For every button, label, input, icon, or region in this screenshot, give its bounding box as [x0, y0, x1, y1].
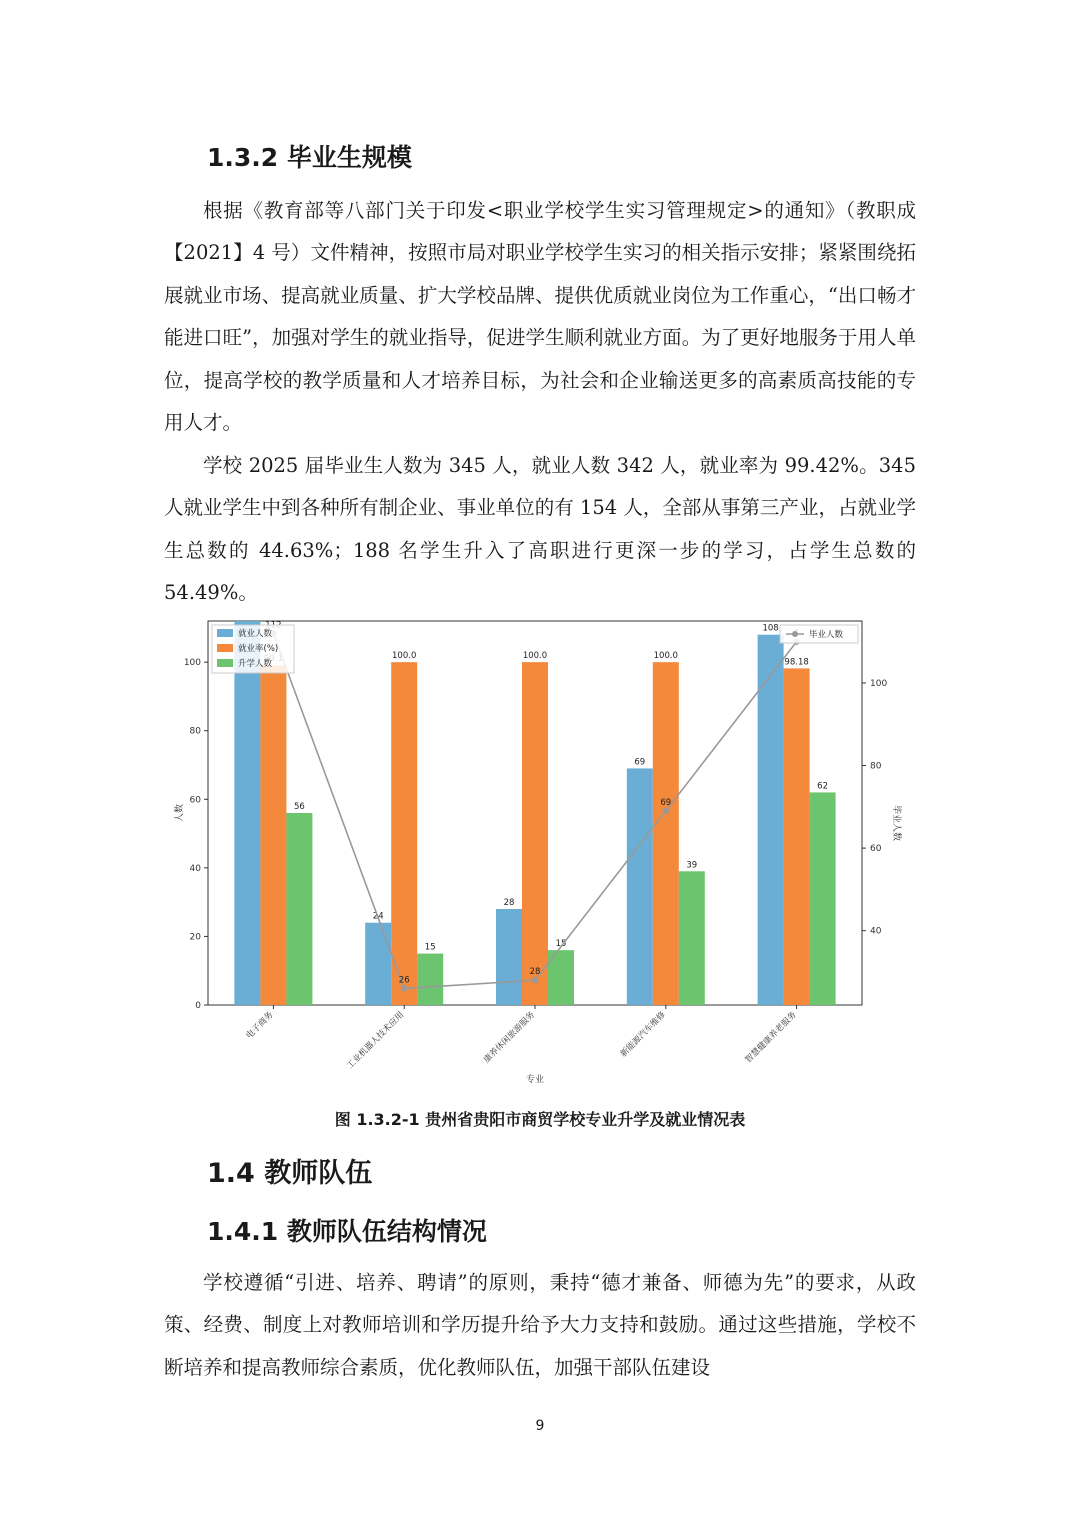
paragraph-teacher-team: 学校遵循“引进、培养、聘请”的原则，秉持“德才兼备、师德为先”的要求，从政策、经费、制度上对教师培训和学历提升给予大力支持和鼓励。通过这些措施，学校不断培养和提高教师综合素质，优化教师队伍，加强干部队伍建设: [164, 1271, 916, 1379]
legend-label: 就业率(%): [238, 644, 279, 654]
y-tick-label: 40: [189, 863, 201, 874]
legend-label: 升学人数: [238, 659, 273, 669]
bar-value-label: 62: [817, 781, 829, 792]
x-tick-label: 新能源汽车维修: [618, 1010, 668, 1060]
y-right-tick-label: 80: [870, 761, 882, 772]
graduates-point: [401, 985, 407, 991]
legend-swatch: [217, 644, 233, 652]
y-right-axis-label: 毕业人数: [891, 804, 901, 842]
y-right-tick-label: 60: [870, 844, 882, 855]
section-heading-1-3-2: 1.3.2 毕业生规模: [207, 143, 412, 172]
employment-chart-svg: [164, 612, 916, 1094]
page-number: 9: [535, 1418, 545, 1434]
bar-0-0: [234, 621, 260, 1005]
y-right-tick-label: 40: [870, 926, 882, 937]
legend-swatch: [217, 629, 233, 637]
bar-value-label: 98.18: [784, 657, 809, 668]
bar-1-3: [653, 662, 679, 1005]
x-tick-label: 康养休闲旅游服务: [481, 1010, 538, 1066]
bar-value-label: 56: [293, 802, 305, 812]
legend-swatch: [217, 659, 233, 667]
x-tick-label: 智慧健康养老服务: [743, 1010, 799, 1066]
bar-value-label: 28: [503, 898, 515, 908]
legend-label: 就业人数: [238, 629, 273, 639]
bar-value-label: 24: [372, 911, 384, 922]
bar-0-3: [627, 768, 653, 1005]
bar-0-1: [365, 923, 391, 1005]
y-tick-label: 100: [183, 658, 201, 669]
bar-0-4: [758, 635, 784, 1005]
x-tick-label: 工业机器人技术应用: [345, 1010, 407, 1072]
y-tick-label: 0: [195, 1001, 201, 1011]
graduates-value-label: 26: [398, 975, 410, 986]
section-heading-1-4: 1.4 教师队伍: [207, 1158, 373, 1189]
x-axis-label: 专业: [525, 1075, 545, 1085]
bar-0-2: [496, 909, 522, 1005]
y-axis-label: 人数: [175, 803, 185, 823]
paragraph-graduate-stats: 学校 2025 届毕业生人数为 345 人，就业人数 342 人，就业率为 99.42%。345 人就业学生中到各种所有制企业、事业单位的有 154 人，全部从事第三产业，占就业学生总数的 44.63%；188 名学生升入了高职进行更深一步的学习，占学生总数的 54.49%。: [164, 454, 916, 605]
graduates-point: [663, 808, 669, 814]
bar-value-label: 69: [634, 757, 646, 768]
bar-2-4: [810, 792, 836, 1005]
bar-value-label: 100.0: [653, 651, 678, 662]
bar-value-label: 39: [686, 860, 698, 871]
bar-2-1: [417, 954, 443, 1005]
section-heading-1-4-1: 1.4.1 教师队伍结构情况: [207, 1217, 487, 1246]
x-tick-label: 电子商务: [244, 1010, 276, 1042]
bar-1-4: [784, 668, 810, 1005]
bar-value-label: 15: [555, 939, 567, 950]
bar-1-0: [260, 665, 286, 1005]
y-tick-label: 80: [189, 726, 201, 737]
bar-value-label: 100.0: [522, 651, 548, 662]
figure-caption: 图 1.3.2-1 贵州省贵阳市商贸学校专业升学及就业情况表: [334, 1110, 746, 1129]
graduates-value-label: 69: [660, 797, 672, 808]
bar-value-label: 100.0: [392, 651, 417, 662]
paragraph-internship-policy: 根据《教育部等八部门关于印发<职业学校学生实习管理规定>的通知》（教职成【2021】4 号）文件精神，按照市局对职业学校学生实习的相关指示安排；紧紧围绕拓展就业市场、提高就业质量、扩大学校品牌、提供优质就业岗位为工作重心，“出口畅才能进口旺”，加强对学生的就业指导，促进学生顺利就业方面。为了更好地服务于用人单位，提高学校的教学质量和人才培养目标，为社会和企业输送更多的高素质高技能的专用人才。: [164, 199, 916, 435]
bar-1-1: [391, 662, 417, 1005]
legend-line-marker: [792, 631, 798, 637]
y-tick-label: 60: [189, 795, 201, 806]
y-right-tick-label: 100: [870, 678, 888, 689]
bar-value-label: 15: [424, 942, 436, 953]
y-tick-label: 20: [189, 932, 201, 943]
graduates-value-label: 28: [529, 967, 541, 978]
bar-2-0: [286, 813, 312, 1005]
bar-value-label: 108: [762, 623, 779, 634]
bar-2-3: [679, 871, 705, 1005]
legend-label: 毕业人数: [809, 630, 844, 640]
employment-chart: [164, 612, 916, 1094]
graduates-point: [532, 977, 538, 983]
bar-1-2: [522, 662, 548, 1005]
